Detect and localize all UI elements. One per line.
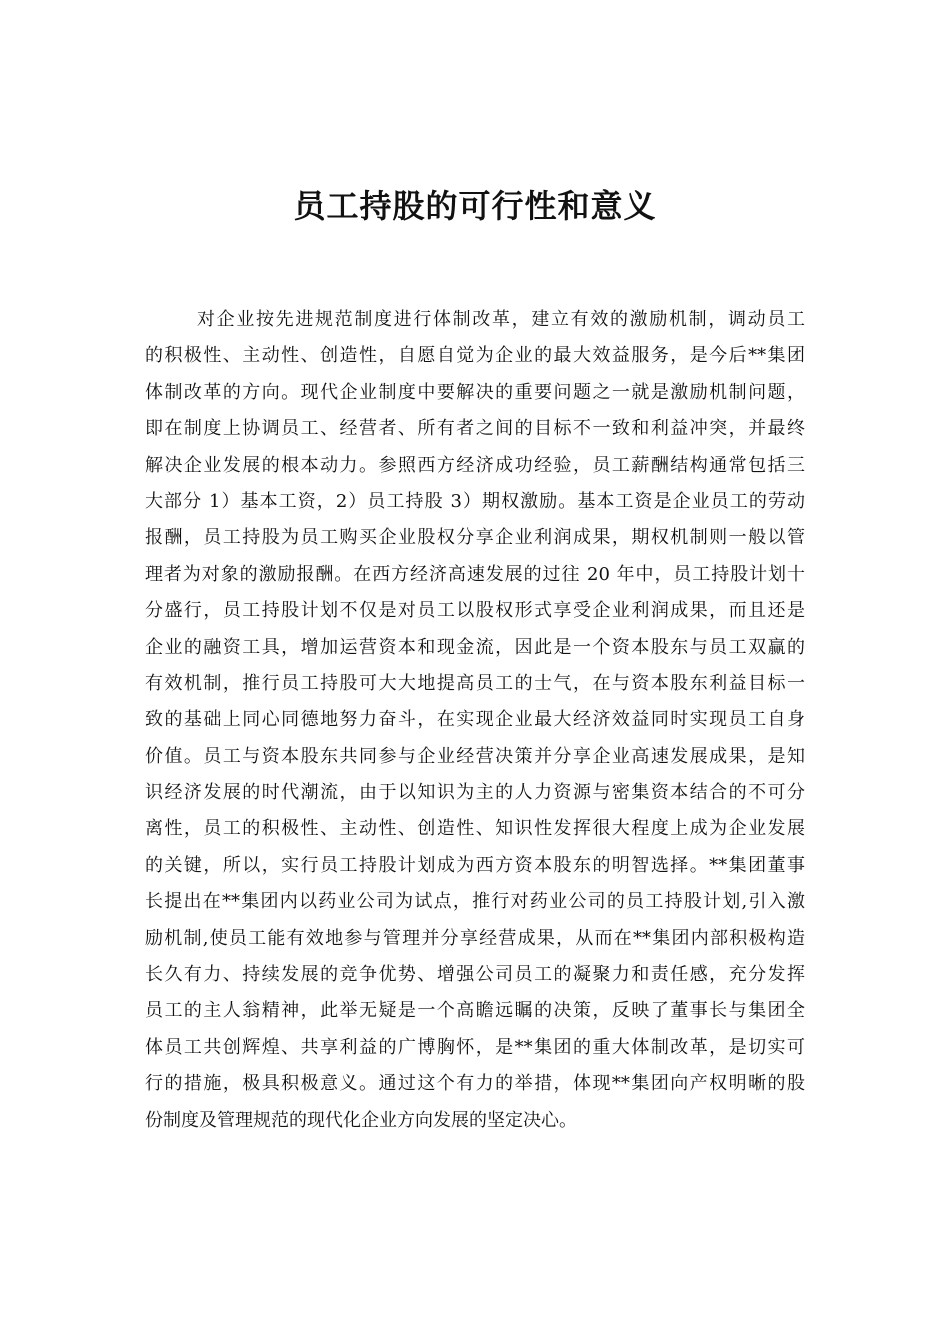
body-line: 致的基础上同心同德地努力奋斗，在实现企业最大经济效益同时实现员工自身 bbox=[145, 709, 805, 731]
body-line: 的关键，所以，实行员工持股计划成为西方资本股东的明智选择。**集团董事 bbox=[145, 854, 805, 876]
body-line: 长提出在**集团内以药业公司为试点，推行对药业公司的员工持股计划,引入激 bbox=[145, 891, 805, 913]
document-body bbox=[145, 302, 805, 1139]
body-line: 体制改革的方向。现代企业制度中要解决的重要问题之一就是激励机制问题， bbox=[145, 381, 805, 403]
body-line: 长久有力、持续发展的竞争优势、增强公司员工的凝聚力和责任感，充分发挥 bbox=[145, 964, 805, 986]
body-line: 励机制,使员工能有效地参与管理并分享经营成果，从而在**集团内部积极构造 bbox=[145, 927, 805, 949]
body-line: 分盛行，员工持股计划不仅是对员工以股权形式享受企业利润成果，而且还是 bbox=[145, 600, 805, 622]
body-line: 报酬，员工持股为员工购买企业股权分享企业利润成果，期权机制则一般以管 bbox=[145, 527, 805, 549]
body-line: 体员工共创辉煌、共享利益的广博胸怀，是**集团的重大体制改革，是切实可 bbox=[145, 1036, 805, 1058]
body-line: 份制度及管理规范的现代化企业方向发展的坚定决心。 bbox=[145, 1109, 577, 1131]
body-line: 理者为对象的激励报酬。在西方经济高速发展的过往 20 年中，员工持股计划十 bbox=[145, 563, 805, 585]
body-line: 离性，员工的积极性、主动性、创造性、知识性发挥很大程度上成为企业发展 bbox=[145, 818, 805, 840]
document-title: 员工持股的可行性和意义 bbox=[293, 187, 657, 225]
body-line: 大部分 1）基本工资，2）员工持股 3）期权激励。基本工资是企业员工的劳动 bbox=[145, 490, 805, 512]
body-line: 即在制度上协调员工、经营者、所有者之间的目标不一致和利益冲突，并最终 bbox=[145, 418, 805, 440]
body-line: 对企业按先进规范制度进行体制改革，建立有效的激励机制，调动员工 bbox=[197, 309, 805, 330]
body-line: 有效机制，推行员工持股可大大地提高员工的士气，在与资本股东利益目标一 bbox=[145, 672, 805, 694]
body-line: 解决企业发展的根本动力。参照西方经济成功经验，员工薪酬结构通常包括三 bbox=[145, 454, 805, 476]
body-line: 企业的融资工具，增加运营资本和现金流，因此是一个资本股东与员工双赢的 bbox=[145, 636, 805, 658]
body-line: 的积极性、主动性、创造性，自愿自觉为企业的最大效益服务，是今后**集团 bbox=[145, 345, 805, 367]
body-line: 识经济发展的时代潮流，由于以知识为主的人力资源与密集资本结合的不可分 bbox=[145, 782, 805, 804]
body-line: 行的措施，极具积极意义。通过这个有力的举措，体现**集团向产权明晰的股 bbox=[145, 1073, 805, 1095]
body-line: 价值。员工与资本股东共同参与企业经营决策并分享企业高速发展成果，是知 bbox=[145, 745, 805, 767]
body-line: 员工的主人翁精神，此举无疑是一个高瞻远瞩的决策，反映了董事长与集团全 bbox=[145, 1000, 805, 1022]
